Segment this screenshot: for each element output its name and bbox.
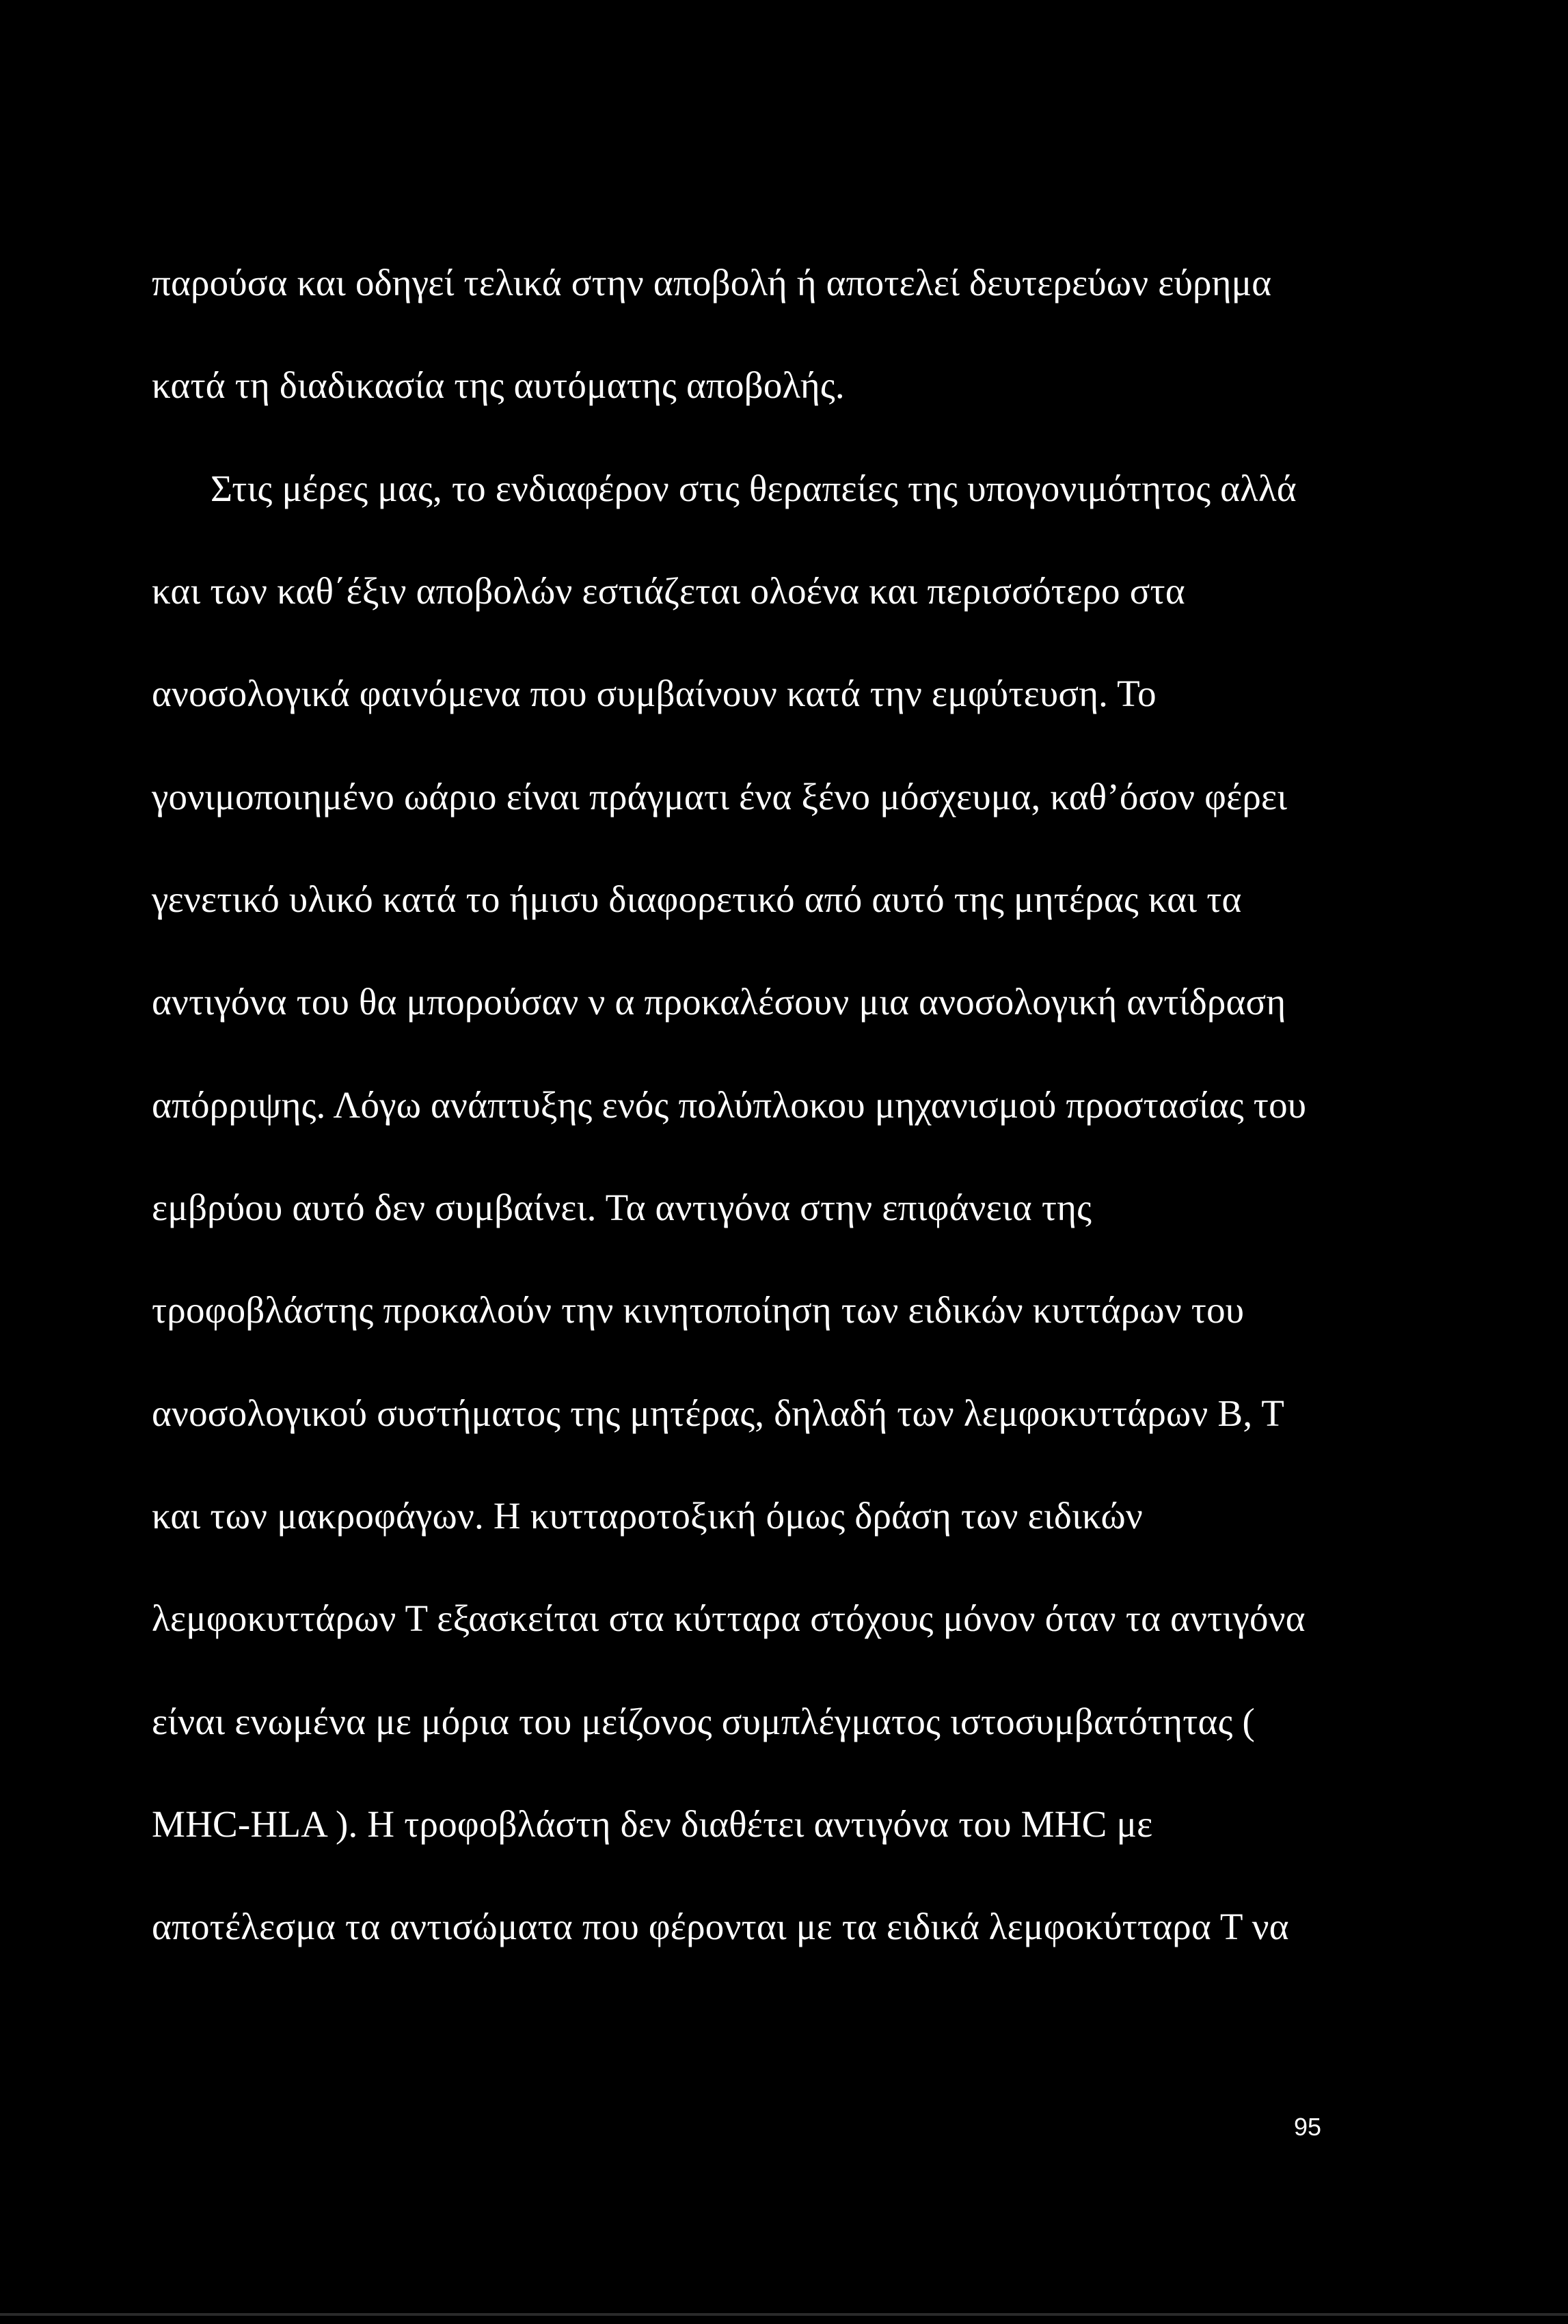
body-text-line: κατά τη διαδικασία της αυτόματης αποβολής.	[152, 364, 845, 406]
body-text-line: γενετικό υλικό κατά το ήμισυ διαφορετικό από αυτό της μητέρας και τα	[152, 878, 1242, 920]
page-bottom-edge	[0, 2313, 1568, 2316]
body-text-line: τροφοβλάστης προκαλούν την κινητοποίηση των ειδικών κυττάρων του	[152, 1289, 1245, 1331]
body-text-line: MHC-HLA ). Η τροφοβλάστη δεν διαθέτει αντιγόνα του MHC με	[152, 1803, 1153, 1845]
body-text-line: λεμφοκυττάρων Τ εξασκείται στα κύτταρα στόχους μόνον όταν τα αντιγόνα	[152, 1597, 1306, 1639]
body-text-line: εμβρύου αυτό δεν συμβαίνει. Τα αντιγόνα στην επιφάνεια της	[152, 1187, 1092, 1228]
body-text-line: παρούσα και οδηγεί τελικά στην αποβολή ή αποτελεί δευτερεύων εύρημα	[152, 262, 1272, 303]
body-text-line: ανοσολογικού συστήματος της μητέρας, δηλαδή των λεμφοκυττάρων Β, Τ	[152, 1392, 1285, 1434]
body-text-line: και των καθ΄έξιν αποβολών εστιάζεται ολοένα και περισσότερο στα	[152, 570, 1185, 612]
body-text-line: αντιγόνα του θα μπορούσαν ν α προκαλέσουν μια ανοσολογική αντίδραση	[152, 981, 1286, 1023]
page-number: 95	[1294, 2113, 1322, 2141]
body-text-line: είναι ενωμένα με μόρια του μείζονος συμπλέγματος ιστοσυμβατότητας (	[152, 1701, 1256, 1742]
body-text-line: ανοσολογικά φαινόμενα που συμβαίνουν κατά την εμφύτευση. Το	[152, 673, 1157, 714]
paragraph-first-line: Στις μέρες μας, το ενδιαφέρον στις θεραπείες της υπογονιμότητος αλλά	[211, 468, 1297, 509]
body-text-line: αποτέλεσμα τα αντισώματα που φέρονται με τα ειδικά λεμφοκύτταρα Τ να	[152, 1906, 1289, 1947]
body-text-line: και των μακροφάγων. Η κυτταροτοξική όμως δράση των ειδικών	[152, 1495, 1143, 1537]
body-text-line: απόρριψης. Λόγω ανάπτυξης ενός πολύπλοκου μηχανισμού προστασίας του	[152, 1084, 1307, 1126]
body-text-line: γονιμοποιημένο ωάριο είναι πράγματι ένα ξένο μόσχευμα, καθ’όσον φέρει	[152, 776, 1288, 818]
